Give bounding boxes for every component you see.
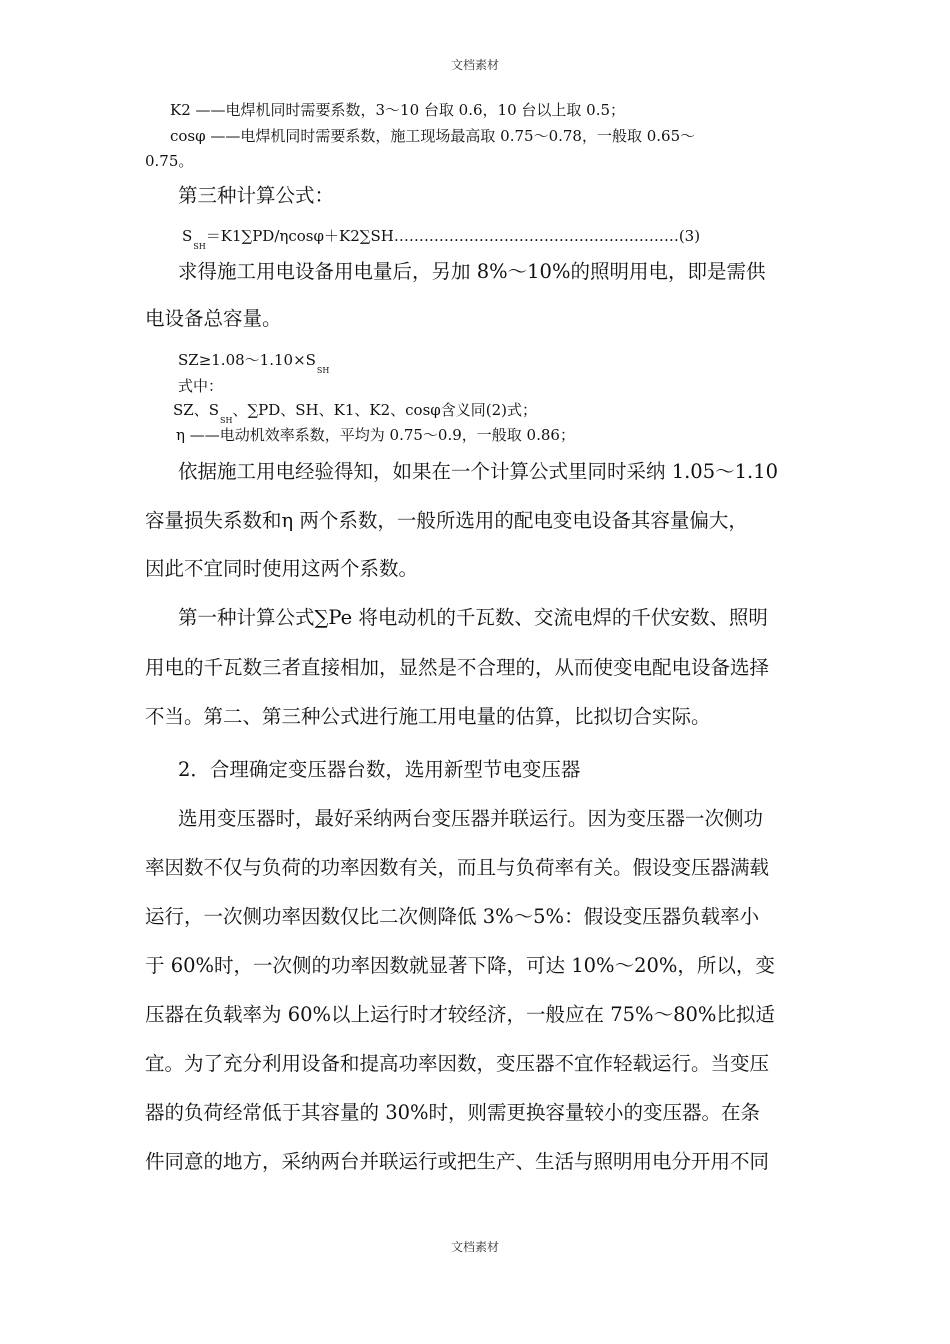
para4-line8: 件同意的地方，采纳两台并联运行或把生产、生活与照明用电分开用不同 (145, 1150, 770, 1173)
para3-line1: 第一种计算公式∑Pe 将电动机的千瓦数、交流电焊的千伏安数、照明 (178, 606, 768, 629)
para1-line2: 电设备总容量。 (145, 307, 282, 330)
variable-list-b: 、∑PD、SH、K1、K2、cosφ含义同(2)式； (232, 401, 538, 419)
formula-3-subscript: SH (193, 242, 206, 251)
para3-line3: 不当。第二、第三种公式进行施工用电量的估算，比拟切合实际。 (145, 705, 711, 728)
para1-line1: 求得施工用电设备用电量后，另加 8%～10%的照明用电，即是需供 (178, 260, 766, 283)
para4-line2: 率因数不仅与负荷的功率因数有关，而且与负荷率有关。假设变压器满载 (145, 856, 770, 879)
variable-list-subscript: SH (219, 416, 233, 425)
para2-line3: 因此不宜同时使用这两个系数。 (145, 557, 419, 580)
sz-formula-subscript: SH (316, 366, 330, 375)
cos-definition-line2: 0.75。 (145, 152, 194, 170)
formula-3 (182, 226, 700, 257)
para4-line4: 于 60%时，一次侧的功率因数就显著下降，可达 10%～20%，所以，变 (145, 954, 775, 977)
para3-line2: 用电的千瓦数三者直接相加，显然是不合理的，从而使变电配电设备选择 (145, 656, 770, 679)
eta-definition: η ——电动机效率系数，平均为 0.75～0.9，一般取 0.86； (176, 426, 575, 444)
para4-line6: 宜。为了充分利用设备和提高功率因数，变压器不宜作轻载运行。当变压 (145, 1052, 770, 1075)
section-2-heading: 2．合理确定变压器台数，选用新型节电变压器 (178, 758, 581, 781)
sz-formula-main: SZ≥1.08～1.10×S (178, 351, 316, 369)
para4-line3: 运行，一次侧功率因数仅比二次侧降低 3%～5%：假设变压器负载率小 (145, 905, 760, 928)
page-header: 文档素材 (450, 58, 499, 72)
formula-3-rest: ＝K1∑PD/ηcosφ＋K2∑SH…………………………………………………(3) (205, 227, 701, 245)
para4-line1: 选用变压器时，最好采纳两台变压器并联运行。因为变压器一次侧功 (178, 807, 764, 830)
para2-line1: 依据施工用电经验得知，如果在一个计算公式里同时采纳 1.05～1.10 (178, 460, 779, 483)
formula-3-s: S (182, 227, 193, 245)
where-label: 式中： (178, 377, 224, 395)
k2-definition: K2 ——电焊机同时需要系数，3～10 台取 0.6，10 台以上取 0.5； (170, 101, 626, 119)
page-footer: 文档素材 (450, 1240, 499, 1254)
cos-definition-line1: cosφ ——电焊机同时需要系数，施工现场最高取 0.75～0.78，一般取 0.65～ (170, 127, 696, 145)
para4-line5: 压器在负载率为 60%以上运行时才较经济，一般应在 75%～80%比拟适 (145, 1003, 775, 1026)
para4-line7: 器的负荷经常低于其容量的 30%时，则需更换容量较小的变压器。在条 (145, 1101, 761, 1124)
para2-line2: 容量损失系数和η 两个系数，一般所选用的配电变电设备其容量偏大， (145, 509, 748, 532)
variable-list-a: SZ、S (173, 401, 219, 419)
third-formula-title: 第三种计算公式： (178, 184, 335, 207)
